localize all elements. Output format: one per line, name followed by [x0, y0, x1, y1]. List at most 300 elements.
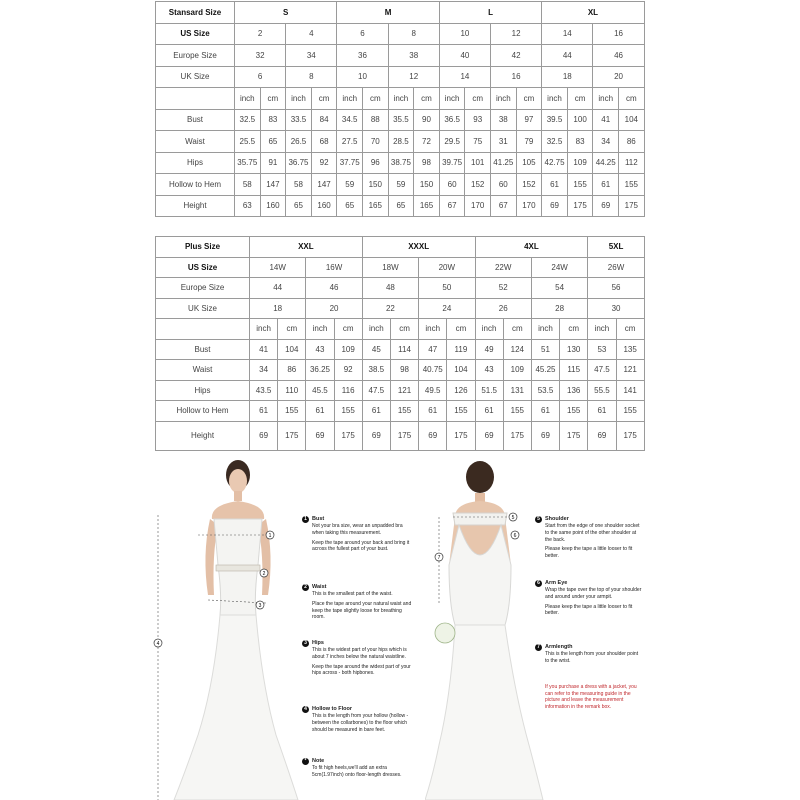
guide-number-badge: 4 — [302, 706, 309, 713]
measure-cell: 59 — [388, 174, 414, 196]
size-cell: 56 — [588, 278, 644, 299]
measure-cell: 39.5 — [542, 109, 568, 131]
row-label: Europe Size — [156, 45, 235, 67]
measure-cell: 114 — [390, 339, 418, 360]
measure-cell: 104 — [447, 360, 475, 381]
measure-cell: 45.25 — [531, 360, 559, 381]
size-cell: 18W — [362, 257, 418, 278]
size-group-header: XXXL — [362, 237, 475, 258]
table-row — [156, 195, 645, 217]
unit-cell: cm — [516, 88, 542, 110]
size-cell: 16 — [593, 23, 644, 45]
measure-cell: 34.5 — [337, 109, 363, 131]
measure-cell: 155 — [619, 174, 645, 196]
size-cell: 54 — [531, 278, 587, 299]
measure-cell: 47.5 — [588, 360, 616, 381]
front-dress-figure — [150, 455, 300, 800]
measure-label: Bust — [156, 339, 250, 360]
guide-title: Note — [312, 758, 325, 765]
measure-cell: 58 — [286, 174, 312, 196]
head — [466, 461, 494, 493]
measure-cell: 93 — [465, 109, 491, 131]
unit-cell: inch — [306, 319, 334, 340]
measure-cell: 35.5 — [388, 109, 414, 131]
measure-cell: 32.5 — [542, 131, 568, 153]
measure-cell: 69 — [593, 195, 619, 217]
unit-cell: cm — [390, 319, 418, 340]
measure-cell: 147 — [260, 174, 286, 196]
measure-cell: 165 — [414, 195, 440, 217]
measure-cell: 59 — [337, 174, 363, 196]
measure-cell: 41 — [250, 339, 278, 360]
measure-cell: 25.5 — [235, 131, 261, 153]
size-group-header: XL — [542, 2, 644, 24]
size-cell: 44 — [250, 278, 306, 299]
size-cell: 22 — [362, 298, 418, 319]
guide-text: Please keep the tape a little looser to fit better. — [545, 603, 633, 617]
size-cell: 26 — [475, 298, 531, 319]
measure-cell: 40.75 — [419, 360, 447, 381]
measure-cell: 97 — [516, 109, 542, 131]
unit-cell: cm — [619, 88, 645, 110]
table-row — [156, 152, 645, 174]
measure-cell: 98 — [390, 360, 418, 381]
measure-cell: 91 — [260, 152, 286, 174]
guide-text: This is the widest part of your hips which is about 7 inches below the natural waistline. — [312, 647, 407, 661]
measure-cell: 83 — [567, 131, 593, 153]
size-cell: 14W — [250, 257, 306, 278]
measure-cell: 121 — [390, 380, 418, 401]
marker-number: 6 — [513, 533, 517, 539]
measure-cell: 155 — [334, 401, 362, 422]
table-row — [156, 401, 645, 422]
measure-cell: 58 — [235, 174, 261, 196]
measure-cell: 136 — [560, 380, 588, 401]
size-cell: 6 — [337, 23, 388, 45]
table-row — [156, 257, 645, 278]
unit-cell: cm — [465, 88, 491, 110]
measure-cell: 65 — [388, 195, 414, 217]
guide-title: Armlength — [545, 644, 573, 651]
unit-cell: cm — [503, 319, 531, 340]
measure-cell: 28.5 — [388, 131, 414, 153]
size-cell: 18 — [250, 298, 306, 319]
marker-number: 4 — [156, 641, 160, 647]
measure-cell: 86 — [278, 360, 306, 381]
measure-cell: 53 — [588, 339, 616, 360]
measure-cell: 83 — [260, 109, 286, 131]
size-cell: 10 — [439, 23, 490, 45]
measure-cell: 69 — [531, 421, 559, 450]
marker-number: 2 — [262, 571, 266, 577]
measure-cell: 92 — [334, 360, 362, 381]
guide-title: Shoulder — [545, 516, 569, 523]
guide-title: Bust — [312, 516, 325, 523]
table-row — [156, 174, 645, 196]
measure-cell: 32.5 — [235, 109, 261, 131]
guide-text: Please keep the tape a little looser to fit better. — [545, 546, 633, 559]
measure-cell: 61 — [475, 401, 503, 422]
table-header-row — [156, 237, 645, 258]
measure-cell: 63 — [235, 195, 261, 217]
size-cell: 48 — [362, 278, 418, 299]
measure-cell: 126 — [447, 380, 475, 401]
guide-item — [535, 516, 643, 562]
units-row — [156, 88, 645, 110]
measure-cell: 31 — [491, 131, 517, 153]
measure-cell: 131 — [503, 380, 531, 401]
table-row — [156, 23, 645, 45]
table-title-cell: Stansard Size — [156, 2, 235, 24]
back-dress-figure — [425, 455, 545, 800]
size-cell: 20 — [306, 298, 362, 319]
measurement-guide-right — [535, 516, 643, 746]
measure-cell: 105 — [516, 152, 542, 174]
measure-cell: 51 — [531, 339, 559, 360]
guide-number-badge: 1 — [302, 516, 309, 523]
unit-cell: inch — [362, 319, 390, 340]
measure-cell: 155 — [616, 401, 644, 422]
measure-cell: 155 — [278, 401, 306, 422]
table-row — [156, 45, 645, 67]
size-cell: 42 — [491, 45, 542, 67]
measure-cell: 61 — [306, 401, 334, 422]
unit-cell: inch — [588, 319, 616, 340]
unit-cell: cm — [278, 319, 306, 340]
unit-cell: inch — [337, 88, 363, 110]
guide-text: Keep the tape around your back and bring it across the fullest part of your bust. — [312, 539, 410, 553]
standard-size-table — [155, 1, 645, 217]
guide-number-badge: 6 — [535, 580, 542, 587]
measure-cell: 41 — [593, 109, 619, 131]
measure-cell: 45 — [362, 339, 390, 360]
table-row — [156, 109, 645, 131]
table-row — [156, 298, 645, 319]
guide-number-badge: 3 — [302, 640, 309, 647]
size-cell: 52 — [475, 278, 531, 299]
size-group-header: L — [439, 2, 541, 24]
size-cell: 6 — [235, 66, 286, 88]
size-cell: 14 — [439, 66, 490, 88]
measure-cell: 155 — [503, 401, 531, 422]
measure-cell: 175 — [619, 195, 645, 217]
units-row — [156, 319, 645, 340]
measure-cell: 88 — [363, 109, 389, 131]
guide-item — [302, 640, 414, 680]
size-group-header: S — [235, 2, 337, 24]
measure-cell: 38.75 — [388, 152, 414, 174]
marker-number: 5 — [511, 515, 515, 521]
measure-cell: 33.5 — [286, 109, 312, 131]
measure-cell: 150 — [363, 174, 389, 196]
measure-cell: 175 — [503, 421, 531, 450]
measure-cell: 175 — [616, 421, 644, 450]
measurement-guide-left — [302, 516, 414, 800]
measure-cell: 42.75 — [542, 152, 568, 174]
row-label: UK Size — [156, 298, 250, 319]
size-group-header: XXL — [250, 237, 363, 258]
guide-text: Start from the edge of one shoulder socket to the same point of the other shoulder at the back. — [545, 523, 640, 543]
size-group-header: 4XL — [475, 237, 588, 258]
table-row — [156, 380, 645, 401]
measure-cell: 55.5 — [588, 380, 616, 401]
guide-number-badge: 7 — [535, 644, 542, 651]
bouquet — [435, 623, 455, 643]
unit-cell: cm — [311, 88, 337, 110]
measure-cell: 37.75 — [337, 152, 363, 174]
measure-cell: 36.5 — [439, 109, 465, 131]
measure-cell: 86 — [619, 131, 645, 153]
measure-cell: 152 — [516, 174, 542, 196]
unit-cell: inch — [531, 319, 559, 340]
measure-cell: 124 — [503, 339, 531, 360]
measure-cell: 155 — [390, 401, 418, 422]
table-row — [156, 421, 645, 450]
unit-cell: inch — [286, 88, 312, 110]
measure-cell: 69 — [306, 421, 334, 450]
size-cell: 24W — [531, 257, 587, 278]
table-header-row — [156, 2, 645, 24]
size-cell: 26W — [588, 257, 644, 278]
measure-cell: 175 — [567, 195, 593, 217]
size-cell: 40 — [439, 45, 490, 67]
unit-cell: inch — [388, 88, 414, 110]
measure-cell: 29.5 — [439, 131, 465, 153]
plus-size-table — [155, 236, 645, 451]
measure-cell: 152 — [465, 174, 491, 196]
guide-item — [302, 706, 414, 736]
measure-cell: 101 — [465, 152, 491, 174]
measure-cell: 61 — [362, 401, 390, 422]
table-row — [156, 339, 645, 360]
measure-cell: 69 — [588, 421, 616, 450]
size-cell: 46 — [306, 278, 362, 299]
table-row — [156, 278, 645, 299]
measure-cell: 170 — [465, 195, 491, 217]
unit-cell: cm — [616, 319, 644, 340]
measure-cell: 109 — [503, 360, 531, 381]
measure-cell: 165 — [363, 195, 389, 217]
unit-cell: cm — [363, 88, 389, 110]
measure-label: Bust — [156, 109, 235, 131]
measure-cell: 175 — [334, 421, 362, 450]
measure-cell: 51.5 — [475, 380, 503, 401]
unit-cell: inch — [235, 88, 261, 110]
measure-cell: 47 — [419, 339, 447, 360]
unit-cell: inch — [475, 319, 503, 340]
measure-cell: 160 — [260, 195, 286, 217]
guide-text: This is the smallest part of the waist. — [312, 591, 393, 598]
measure-cell: 175 — [390, 421, 418, 450]
size-group-header: M — [337, 2, 439, 24]
measure-cell: 61 — [588, 401, 616, 422]
guide-item — [302, 758, 414, 782]
measure-cell: 41.25 — [491, 152, 517, 174]
size-cell: 30 — [588, 298, 644, 319]
measure-label: Hollow to Hem — [156, 401, 250, 422]
measure-cell: 75 — [465, 131, 491, 153]
measure-cell: 60 — [439, 174, 465, 196]
size-cell: 44 — [542, 45, 593, 67]
measure-cell: 34 — [250, 360, 278, 381]
unit-cell: cm — [560, 319, 588, 340]
measure-cell: 155 — [567, 174, 593, 196]
measure-cell: 119 — [447, 339, 475, 360]
size-cell: 46 — [593, 45, 644, 67]
measure-cell: 104 — [278, 339, 306, 360]
size-cell: 4 — [286, 23, 337, 45]
guide-number-badge: 5 — [535, 516, 542, 523]
measure-cell: 130 — [560, 339, 588, 360]
measure-cell: 34 — [593, 131, 619, 153]
measure-label: Hips — [156, 152, 235, 174]
measure-cell: 150 — [414, 174, 440, 196]
unit-cell: cm — [567, 88, 593, 110]
measure-cell: 38 — [491, 109, 517, 131]
size-cell: 20 — [593, 66, 644, 88]
measure-cell: 170 — [516, 195, 542, 217]
unit-cell: inch — [593, 88, 619, 110]
measure-cell: 60 — [491, 174, 517, 196]
measure-cell: 96 — [363, 152, 389, 174]
marker-number: 7 — [437, 555, 441, 561]
measure-label: Waist — [156, 131, 235, 153]
table-row — [156, 66, 645, 88]
size-cell: 8 — [286, 66, 337, 88]
measure-cell: 67 — [439, 195, 465, 217]
size-cell: 50 — [419, 278, 475, 299]
unit-cell: inch — [542, 88, 568, 110]
measure-cell: 92 — [311, 152, 337, 174]
size-cell: 32 — [235, 45, 286, 67]
table-row — [156, 131, 645, 153]
measure-cell: 69 — [419, 421, 447, 450]
measure-cell: 68 — [311, 131, 337, 153]
size-cell: 14 — [542, 23, 593, 45]
guide-item — [535, 580, 643, 620]
size-cell: 20W — [419, 257, 475, 278]
measure-cell: 61 — [250, 401, 278, 422]
guide-item — [302, 516, 414, 556]
measure-cell: 47.5 — [362, 380, 390, 401]
measure-cell: 84 — [311, 109, 337, 131]
measure-label: Hips — [156, 380, 250, 401]
measure-cell: 61 — [593, 174, 619, 196]
measure-cell: 72 — [414, 131, 440, 153]
measure-cell: 100 — [567, 109, 593, 131]
measure-label: Height — [156, 195, 235, 217]
jacket-note: If you purchase a dress with a jacket, you can refer to the measuring guide in the picture and leave the measurement information in the remark box. — [545, 684, 637, 710]
guide-text: Place the tape around your natural waist and keep the tape slightly loose for breathing room. — [312, 601, 412, 621]
row-label: US Size — [156, 257, 250, 278]
guide-text: Keep the tape around the widest part of your hips across - both hipbones. — [312, 663, 411, 677]
measure-cell: 53.5 — [531, 380, 559, 401]
unit-cell: inch — [439, 88, 465, 110]
measure-cell: 27.5 — [337, 131, 363, 153]
measure-cell: 135 — [616, 339, 644, 360]
measure-cell: 43 — [475, 360, 503, 381]
measure-cell: 49.5 — [419, 380, 447, 401]
measure-label: Height — [156, 421, 250, 450]
marker-number: 1 — [268, 533, 272, 539]
measure-cell: 141 — [616, 380, 644, 401]
unit-cell: cm — [447, 319, 475, 340]
guide-item — [535, 644, 643, 668]
size-group-header: 5XL — [588, 237, 644, 258]
row-label: US Size — [156, 23, 235, 45]
unit-cell: inch — [250, 319, 278, 340]
measure-cell: 65 — [260, 131, 286, 153]
guide-number-badge: * — [302, 758, 309, 765]
measure-cell: 175 — [278, 421, 306, 450]
measure-cell: 98 — [414, 152, 440, 174]
guide-title: Waist — [312, 584, 327, 591]
measure-cell: 109 — [567, 152, 593, 174]
guide-text: This is the length from your shoulder point to the wrist. — [545, 651, 639, 665]
size-cell: 34 — [286, 45, 337, 67]
size-cell: 16W — [306, 257, 362, 278]
measure-cell: 35.75 — [235, 152, 261, 174]
unit-cell: inch — [491, 88, 517, 110]
measure-cell: 43 — [306, 339, 334, 360]
table-row — [156, 360, 645, 381]
measure-label: Waist — [156, 360, 250, 381]
measure-cell: 155 — [560, 401, 588, 422]
measure-cell: 116 — [334, 380, 362, 401]
blank-cell — [156, 319, 250, 340]
measure-cell: 26.5 — [286, 131, 312, 153]
measure-cell: 65 — [337, 195, 363, 217]
measure-cell: 79 — [516, 131, 542, 153]
size-cell: 8 — [388, 23, 439, 45]
guide-text: Wrap the tape over the top of your shoulder and around under your armpit. — [545, 587, 642, 601]
measure-cell: 121 — [616, 360, 644, 381]
size-cell: 22W — [475, 257, 531, 278]
guide-title: Hollow to Floor — [312, 706, 353, 713]
measure-cell: 67 — [491, 195, 517, 217]
measure-cell: 61 — [542, 174, 568, 196]
unit-cell: cm — [334, 319, 362, 340]
measure-cell: 90 — [414, 109, 440, 131]
measure-cell: 36.25 — [306, 360, 334, 381]
measure-cell: 44.25 — [593, 152, 619, 174]
guide-text: To fit high heels,we'll add an extra 5cm(1.97inch) onto floor-length dresses. — [312, 765, 402, 779]
size-cell: 12 — [491, 23, 542, 45]
marker-number: 3 — [258, 603, 262, 609]
measure-cell: 112 — [619, 152, 645, 174]
size-cell: 10 — [337, 66, 388, 88]
measure-cell: 110 — [278, 380, 306, 401]
measure-cell: 175 — [560, 421, 588, 450]
measure-label: Hollow to Hem — [156, 174, 235, 196]
measure-cell: 115 — [560, 360, 588, 381]
measure-cell: 70 — [363, 131, 389, 153]
guide-title: Hips — [312, 640, 324, 647]
measure-cell: 147 — [311, 174, 337, 196]
measure-cell: 69 — [362, 421, 390, 450]
measure-cell: 104 — [619, 109, 645, 131]
guide-text: This is the length from your hollow (hollow - between the collarbones) to the floor which should be measured in bare feet. — [312, 713, 409, 733]
measure-cell: 39.75 — [439, 152, 465, 174]
measure-cell: 109 — [334, 339, 362, 360]
measure-cell: 36.75 — [286, 152, 312, 174]
unit-cell: inch — [419, 319, 447, 340]
size-cell: 28 — [531, 298, 587, 319]
guide-text: Not your bra size, wear an unpadded bra when taking this measurement. — [312, 523, 403, 537]
blank-cell — [156, 88, 235, 110]
measure-cell: 69 — [475, 421, 503, 450]
measure-cell: 69 — [250, 421, 278, 450]
